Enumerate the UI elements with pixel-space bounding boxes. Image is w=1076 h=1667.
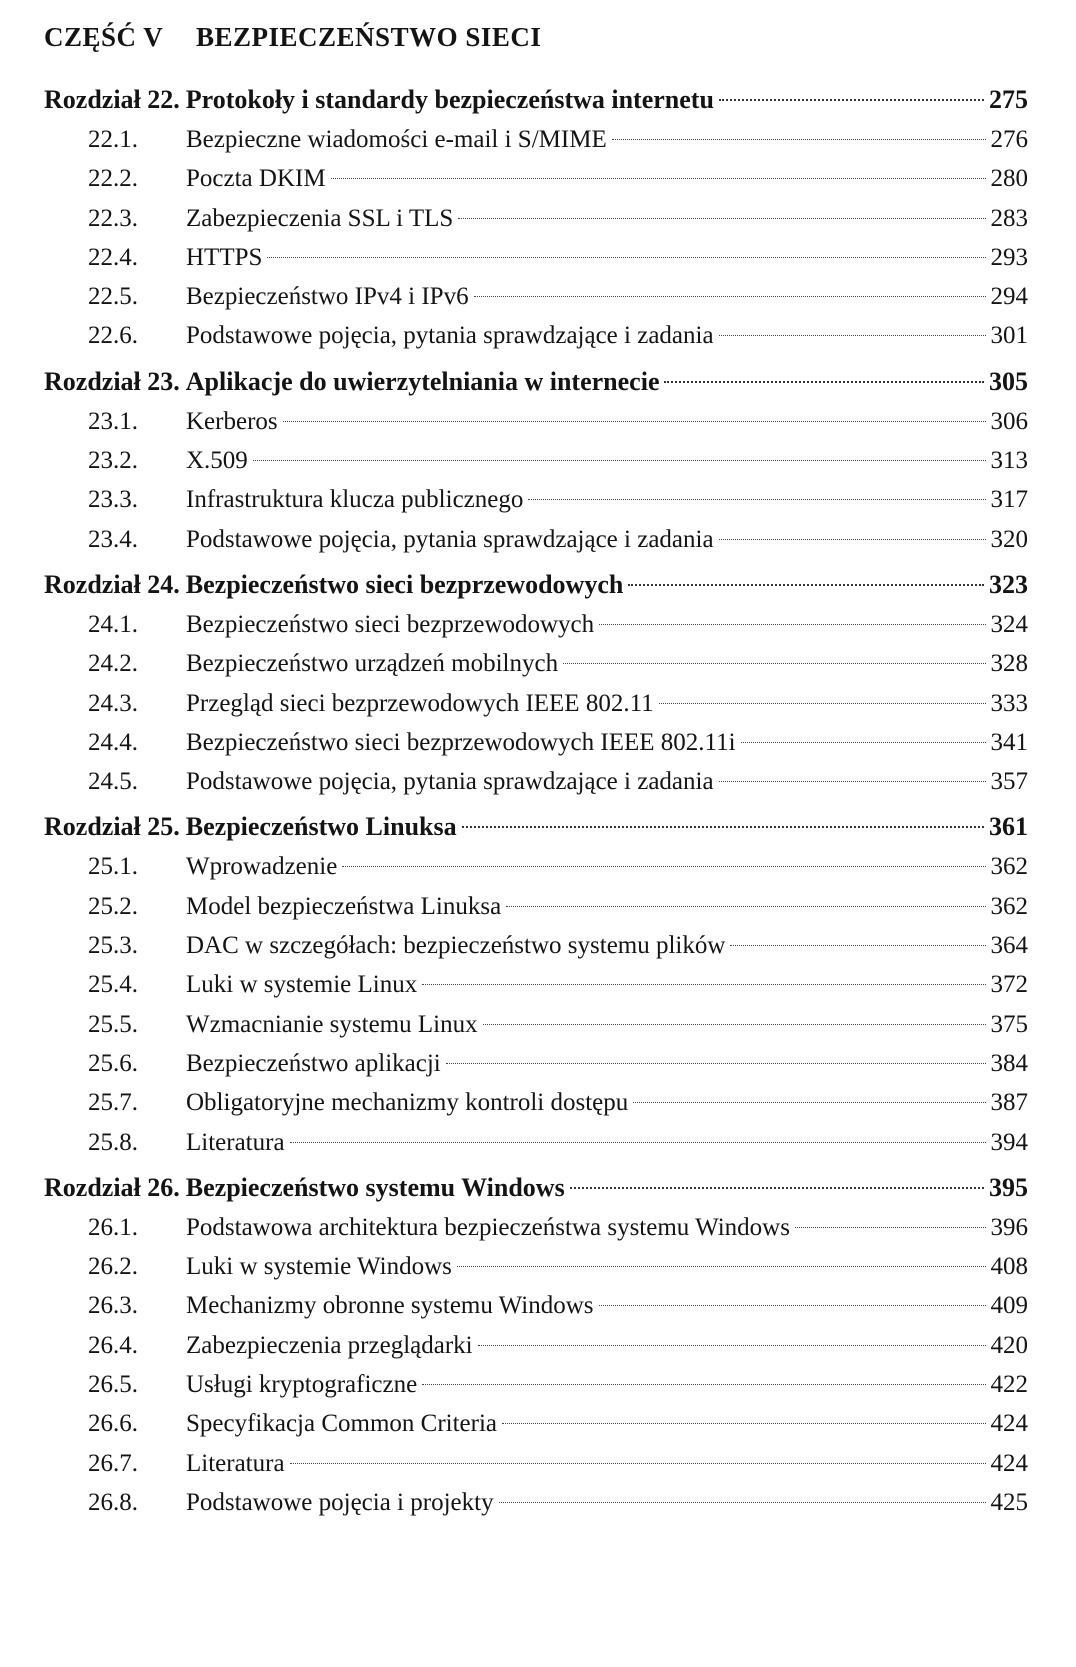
section-number: 25.5. (88, 1010, 138, 1038)
dot-leader (253, 460, 986, 461)
section-entry[interactable] (44, 1483, 1028, 1522)
section-entry[interactable] (44, 1404, 1028, 1443)
section-number: 26.8. (88, 1488, 138, 1516)
section-number: 25.7. (88, 1089, 138, 1117)
section-page-number: 328 (990, 650, 1028, 678)
chapter-label: Rozdział 24. (44, 569, 180, 599)
section-title: Model bezpieczeństwa Linuksa (186, 892, 502, 920)
section-title: Infrastruktura klucza publicznego (186, 486, 524, 514)
section-title: Podstawowe pojęcia i projekty (186, 1488, 494, 1516)
section-number: 25.2. (88, 892, 138, 920)
dot-leader (599, 624, 985, 625)
section-number: 26.2. (88, 1253, 138, 1281)
section-entry[interactable] (44, 1247, 1028, 1286)
section-title: Usługi kryptograficzne (186, 1371, 418, 1399)
section-title: Specyfikacja Common Criteria (186, 1410, 498, 1438)
section-entry[interactable] (44, 1005, 1028, 1044)
chapter-page-number: 275 (989, 85, 1028, 114)
section-title: Podstawowe pojęcia, pytania sprawdzające i zadania (186, 768, 714, 796)
section-entry[interactable] (44, 159, 1028, 198)
dot-leader (719, 781, 986, 782)
dot-leader (267, 257, 985, 258)
section-title: Literatura (186, 1449, 285, 1477)
chapter-spacer (44, 1522, 1028, 1528)
chapter-page-number: 395 (989, 1172, 1028, 1202)
dot-leader (290, 1142, 986, 1143)
section-number: 23.3. (88, 486, 138, 514)
chapter-title: Protokoły i standardy bezpieczeństwa internetu (185, 85, 714, 114)
section-title: Literatura (186, 1128, 285, 1156)
section-number: 25.4. (88, 971, 138, 999)
section-number: 22.6. (88, 322, 138, 350)
section-page-number: 324 (990, 610, 1028, 638)
section-title: Bezpieczne wiadomości e-mail i S/MIME (186, 126, 607, 153)
section-number: 26.7. (88, 1449, 138, 1477)
section-entry[interactable] (44, 644, 1028, 683)
section-number: 24.5. (88, 768, 138, 796)
chapter-title: Aplikacje do uwierzytelniania w internecie (185, 366, 660, 396)
section-page-number: 357 (990, 768, 1028, 796)
section-title: Podstawowa architektura bezpieczeństwa systemu Windows (186, 1213, 790, 1241)
chapter-page-number: 361 (989, 812, 1028, 842)
section-entry[interactable] (44, 926, 1028, 965)
dot-leader (795, 1227, 986, 1228)
section-title: Luki w systemie Windows (186, 1253, 452, 1281)
dot-leader (502, 1423, 985, 1424)
section-page-number: 293 (990, 243, 1028, 271)
section-number: 22.3. (88, 204, 138, 232)
dot-leader (446, 1063, 986, 1064)
dot-leader (283, 421, 986, 422)
dot-leader (458, 218, 985, 219)
part-heading (44, 22, 541, 53)
chapter-title: Bezpieczeństwo Linuksa (185, 812, 457, 842)
section-title: Podstawowe pojęcia, pytania sprawdzające i zadania (186, 525, 714, 553)
section-number: 24.2. (88, 650, 138, 678)
section-page-number: 394 (990, 1128, 1028, 1156)
section-number: 26.6. (88, 1410, 138, 1438)
section-entry[interactable] (44, 480, 1028, 519)
section-entry[interactable] (44, 402, 1028, 441)
section-title: DAC w szczegółach: bezpieczeństwo systemu plików (186, 932, 726, 960)
section-entry[interactable] (44, 520, 1028, 559)
chapter-entry[interactable] (44, 1168, 1028, 1208)
chapter-block (44, 1168, 1028, 1528)
section-page-number: 384 (990, 1049, 1028, 1077)
dot-leader (730, 945, 985, 946)
chapter-block (44, 80, 1028, 362)
section-entry[interactable] (44, 120, 1028, 159)
dot-leader (422, 1384, 985, 1385)
section-number: 22.4. (88, 243, 138, 271)
section-number: 22.1. (88, 126, 138, 153)
section-number: 22.5. (88, 283, 138, 311)
section-page-number: 341 (990, 728, 1028, 756)
section-page-number: 283 (990, 204, 1028, 232)
section-title: Bezpieczeństwo urządzeń mobilnych (186, 650, 559, 678)
section-page-number: 280 (990, 165, 1028, 193)
dot-leader (478, 1345, 986, 1346)
section-title: HTTPS (186, 243, 263, 271)
section-entry[interactable] (44, 762, 1028, 801)
section-page-number: 422 (990, 1371, 1028, 1399)
dot-leader (474, 296, 986, 297)
section-page-number: 276 (990, 126, 1028, 153)
dot-leader (331, 178, 986, 179)
chapter-title: Bezpieczeństwo sieci bezprzewodowych (185, 569, 624, 599)
dot-leader (628, 584, 984, 586)
section-title: Wzmacnianie systemu Linux (186, 1010, 478, 1038)
section-number: 24.1. (88, 610, 138, 638)
dot-leader (719, 99, 984, 101)
section-page-number: 372 (990, 971, 1028, 999)
section-number: 22.2. (88, 165, 138, 193)
section-page-number: 387 (990, 1089, 1028, 1117)
part-label: CZĘŚĆ V (44, 22, 164, 52)
section-title: Poczta DKIM (186, 165, 326, 193)
section-page-number: 294 (990, 283, 1028, 311)
section-page-number: 425 (990, 1488, 1028, 1516)
dot-leader (563, 663, 985, 664)
section-title: Bezpieczeństwo IPv4 i IPv6 (186, 283, 469, 311)
dot-leader (506, 906, 985, 907)
dot-leader (659, 703, 986, 704)
section-entry[interactable] (44, 847, 1028, 886)
chapter-block (44, 565, 1028, 807)
chapter-label: Rozdział 26. (44, 1172, 180, 1202)
section-entry[interactable] (44, 316, 1028, 355)
dot-leader (342, 866, 985, 867)
chapter-title: Bezpieczeństwo systemu Windows (185, 1172, 565, 1202)
section-entry[interactable] (44, 1326, 1028, 1365)
section-entry[interactable] (44, 238, 1028, 277)
section-number: 23.4. (88, 525, 138, 553)
section-entry[interactable] (44, 1123, 1028, 1162)
chapter-label: Rozdział 23. (44, 366, 180, 396)
dot-leader (719, 335, 986, 336)
section-page-number: 364 (990, 932, 1028, 960)
section-number: 24.4. (88, 728, 138, 756)
section-title: Mechanizmy obronne systemu Windows (186, 1292, 594, 1320)
section-page-number: 362 (990, 892, 1028, 920)
section-number: 26.1. (88, 1213, 138, 1241)
chapter-label: Rozdział 22. (44, 85, 180, 114)
section-entry[interactable] (44, 1365, 1028, 1404)
section-title: Bezpieczeństwo sieci bezprzewodowych (186, 610, 595, 638)
dot-leader (457, 1266, 986, 1267)
chapter-entry[interactable] (44, 565, 1028, 605)
section-page-number: 424 (990, 1410, 1028, 1438)
section-title: Bezpieczeństwo sieci bezprzewodowych IEEE 802.11i (186, 728, 736, 756)
section-page-number: 375 (990, 1010, 1028, 1038)
section-title: Zabezpieczenia SSL i TLS (186, 204, 454, 232)
dot-leader (483, 1024, 986, 1025)
dot-leader (499, 1502, 986, 1503)
section-page-number: 408 (990, 1253, 1028, 1281)
section-page-number: 420 (990, 1331, 1028, 1359)
section-entry[interactable] (44, 199, 1028, 238)
section-title: Kerberos (186, 407, 278, 435)
part-title: BEZPIECZEŃSTWO SIECI (196, 22, 542, 52)
section-number: 25.1. (88, 853, 138, 881)
dot-leader (570, 1187, 984, 1189)
section-entry[interactable] (44, 1044, 1028, 1083)
section-entry[interactable] (44, 887, 1028, 926)
chapter-entry[interactable] (44, 807, 1028, 847)
chapter-page-number: 305 (989, 366, 1028, 396)
chapter-entry[interactable] (44, 80, 1028, 120)
chapter-entry[interactable] (44, 362, 1028, 402)
section-page-number: 301 (990, 322, 1028, 350)
section-title: Luki w systemie Linux (186, 971, 418, 999)
dot-leader (719, 539, 986, 540)
section-title: Przegląd sieci bezprzewodowych IEEE 802.11 (186, 689, 654, 717)
dot-leader (528, 499, 985, 500)
section-entry[interactable] (44, 1208, 1028, 1247)
section-entry[interactable] (44, 1444, 1028, 1483)
chapter-block (44, 807, 1028, 1167)
section-page-number: 333 (990, 689, 1028, 717)
chapter-page-number: 323 (989, 569, 1028, 599)
section-title: Wprowadzenie (186, 853, 338, 881)
dot-leader (290, 1463, 986, 1464)
section-page-number: 409 (990, 1292, 1028, 1320)
chapter-block (44, 362, 1028, 565)
section-title: Bezpieczeństwo aplikacji (186, 1049, 441, 1077)
section-entry[interactable] (44, 277, 1028, 316)
section-number: 25.6. (88, 1049, 138, 1077)
section-number: 25.3. (88, 932, 138, 960)
section-number: 23.1. (88, 407, 138, 435)
chapter-label: Rozdział 25. (44, 812, 180, 842)
dot-leader (462, 826, 984, 828)
section-title: Obligatoryjne mechanizmy kontroli dostępu (186, 1089, 629, 1117)
section-entry[interactable] (44, 1083, 1028, 1122)
section-entry[interactable] (44, 605, 1028, 644)
section-entry[interactable] (44, 965, 1028, 1004)
section-number: 26.5. (88, 1371, 138, 1399)
section-entry[interactable] (44, 441, 1028, 480)
section-page-number: 313 (990, 447, 1028, 475)
section-number: 23.2. (88, 447, 138, 475)
section-number: 26.3. (88, 1292, 138, 1320)
dot-leader (599, 1305, 986, 1306)
section-title: Podstawowe pojęcia, pytania sprawdzające i zadania (186, 322, 714, 350)
section-page-number: 317 (990, 486, 1028, 514)
section-entry[interactable] (44, 723, 1028, 762)
section-page-number: 362 (990, 853, 1028, 881)
section-title: Zabezpieczenia przeglądarki (186, 1331, 473, 1359)
dot-leader (633, 1102, 985, 1103)
dot-leader (612, 139, 986, 140)
section-number: 24.3. (88, 689, 138, 717)
section-number: 26.4. (88, 1331, 138, 1359)
section-title: X.509 (186, 447, 248, 475)
section-entry[interactable] (44, 1286, 1028, 1325)
section-page-number: 424 (990, 1449, 1028, 1477)
table-of-contents (44, 80, 1028, 1528)
section-page-number: 320 (990, 525, 1028, 553)
section-page-number: 306 (990, 407, 1028, 435)
section-number: 25.8. (88, 1128, 138, 1156)
dot-leader (741, 742, 986, 743)
dot-leader (422, 984, 985, 985)
section-entry[interactable] (44, 684, 1028, 723)
dot-leader (664, 381, 984, 383)
section-page-number: 396 (990, 1213, 1028, 1241)
